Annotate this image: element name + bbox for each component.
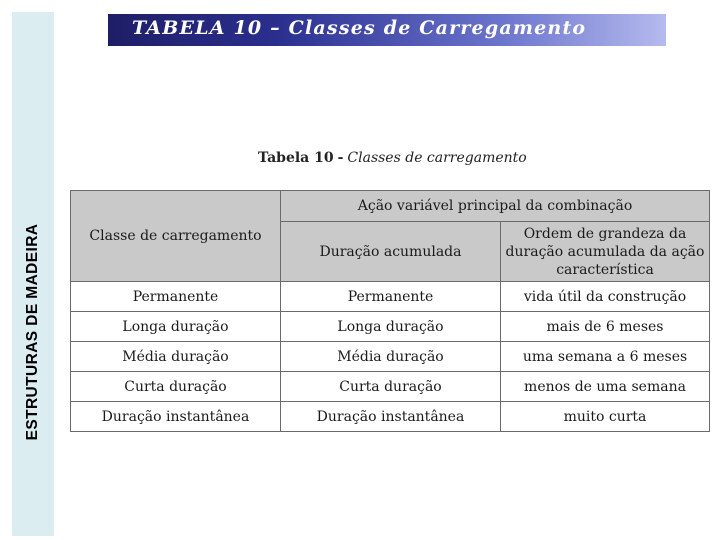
slide-title: TABELA 10 – Classes de Carregamento xyxy=(132,17,587,39)
cell-order: vida útil da construção xyxy=(501,282,710,312)
cell-duration: Longa duração xyxy=(281,312,501,342)
table-row xyxy=(71,402,710,432)
cell-load-class: Média duração xyxy=(71,342,281,372)
header-duration-order: Ordem de grandeza da duração acumulada da ação característica xyxy=(501,222,710,282)
header-load-class: Classe de carregamento xyxy=(71,191,281,282)
cell-duration: Permanente xyxy=(281,282,501,312)
cell-load-class: Duração instantânea xyxy=(71,402,281,432)
cell-order: muito curta xyxy=(501,402,710,432)
table-row xyxy=(71,372,710,402)
cell-duration: Curta duração xyxy=(281,372,501,402)
cell-order: menos de uma semana xyxy=(501,372,710,402)
cell-load-class: Curta duração xyxy=(71,372,281,402)
table-row xyxy=(71,342,710,372)
cell-load-class: Permanente xyxy=(71,282,281,312)
caption-number: Tabela 10 xyxy=(258,150,334,166)
table-caption xyxy=(258,150,527,166)
cell-load-class: Longa duração xyxy=(71,312,281,342)
side-label: ESTRUTURAS DE MADEIRA xyxy=(24,223,41,441)
table-header-row xyxy=(71,191,710,222)
header-main-variable-action: Ação variável principal da combinação xyxy=(281,191,710,222)
cell-duration: Duração instantânea xyxy=(281,402,501,432)
title-bar xyxy=(108,14,666,46)
caption-separator: - xyxy=(337,150,344,166)
load-classes-table xyxy=(70,190,710,432)
cell-order: mais de 6 meses xyxy=(501,312,710,342)
table-row xyxy=(71,282,710,312)
cell-order: uma semana a 6 meses xyxy=(501,342,710,372)
caption-title: Classes de carregamento xyxy=(347,150,527,166)
table-row xyxy=(71,312,710,342)
cell-duration: Média duração xyxy=(281,342,501,372)
header-accumulated-duration: Duração acumulada xyxy=(281,222,501,282)
